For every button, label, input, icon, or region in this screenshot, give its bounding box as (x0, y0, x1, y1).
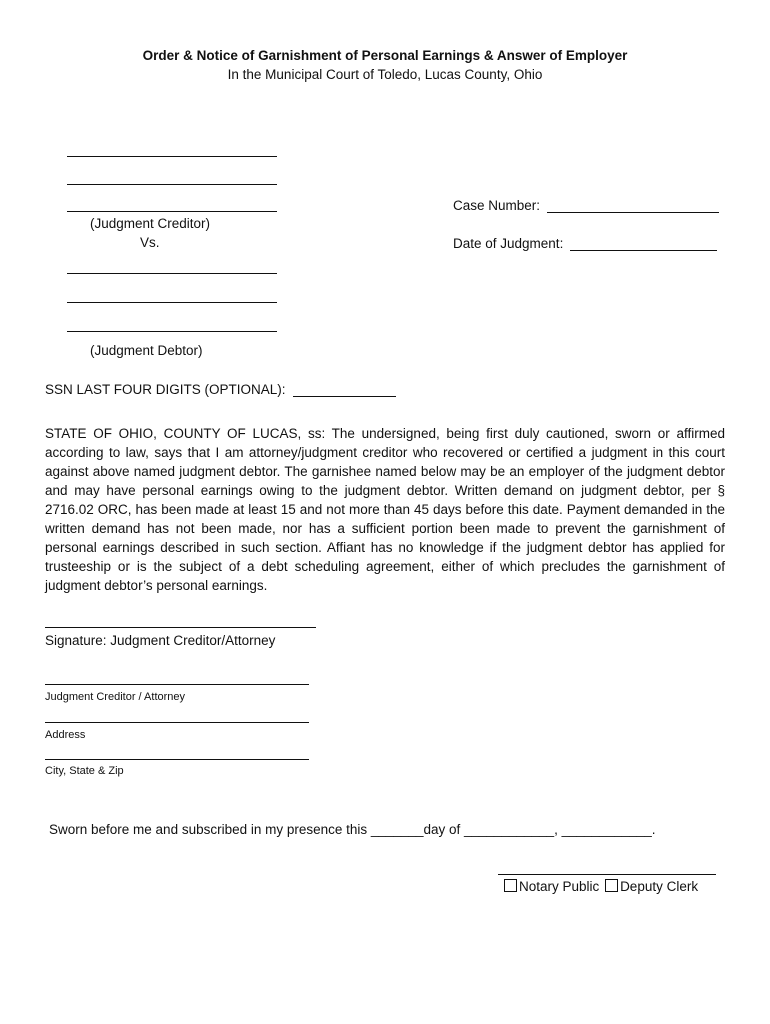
case-number-label: Case Number: (453, 198, 541, 213)
ssn-label: SSN LAST FOUR DIGITS (OPTIONAL): (45, 382, 286, 397)
creditor-attorney-line[interactable] (45, 684, 309, 685)
signature-line[interactable] (45, 627, 316, 628)
date-of-judgment-row (453, 236, 717, 251)
notary-signature-line[interactable] (498, 874, 716, 875)
sworn-day-blank[interactable]: _______ (370, 822, 424, 837)
court-subtitle: In the Municipal Court of Toledo, Lucas County, Ohio (227, 67, 543, 82)
case-number-field[interactable] (547, 198, 719, 213)
debtor-line-2[interactable] (67, 302, 277, 303)
case-number-row (453, 198, 719, 213)
sworn-comma: , (554, 822, 562, 837)
notary-public-label: Notary Public (519, 879, 600, 894)
sworn-period: . (651, 822, 656, 837)
sworn-statement (49, 822, 656, 837)
ssn-row (45, 382, 396, 397)
debtor-line-3[interactable] (67, 331, 277, 332)
address-line[interactable] (45, 722, 309, 723)
sworn-prefix: Sworn before me and subscribed in my presence this (49, 822, 371, 837)
signature-label: Signature: Judgment Creditor/Attorney (45, 633, 276, 648)
sworn-year-blank[interactable]: ____________ (561, 822, 652, 837)
deputy-clerk-checkbox[interactable] (605, 879, 618, 892)
judgment-creditor-label: (Judgment Creditor) (90, 216, 211, 231)
judgment-debtor-label: (Judgment Debtor) (90, 343, 203, 358)
date-of-judgment-field[interactable] (570, 236, 717, 251)
debtor-line-1[interactable] (67, 273, 277, 274)
creditor-attorney-label: Judgment Creditor / Attorney (45, 691, 186, 703)
notary-options (504, 879, 698, 894)
date-of-judgment-label: Date of Judgment: (453, 236, 564, 251)
affidavit-paragraph: STATE OF OHIO, COUNTY OF LUCAS, ss: The undersigned, being first duly cautioned, sworn or affirmed according to law, says that I am attorney/judgment creditor who recovered or certified a judgment in this court against above named judgment debtor. The garnishee named below may be an employer of the judgment debtor and may have personal earnings owing to the judgment debtor. Written demand on judgment debtor, per § 2716.02 ORC, has been made at least 15 and not more than 45 days before this date. Payment demanded in the written demand has not been made, nor has a sufficient portion been made to prevent the garnishment of personal earnings described in such section. Affiant has no knowledge if the judgment debtor has applied for trusteeship or is the subject of a debt scheduling agreement, either of which precludes the garnishment of judgment debtor’s personal earnings. (45, 426, 725, 593)
address-label: Address (45, 729, 86, 741)
creditor-line-1[interactable] (67, 156, 277, 157)
sworn-day-of: day of (423, 822, 465, 837)
notary-public-checkbox[interactable] (504, 879, 517, 892)
ssn-field[interactable] (293, 382, 396, 397)
versus-label: Vs. (140, 235, 160, 250)
creditor-line-3[interactable] (67, 211, 277, 212)
form-title: Order & Notice of Garnishment of Personal Earnings & Answer of Employer (142, 48, 628, 63)
sworn-month-blank[interactable]: ____________ (464, 822, 555, 837)
city-state-zip-line[interactable] (45, 759, 309, 760)
city-state-zip-label: City, State & Zip (45, 765, 124, 777)
creditor-line-2[interactable] (67, 184, 277, 185)
deputy-clerk-label: Deputy Clerk (620, 879, 699, 894)
